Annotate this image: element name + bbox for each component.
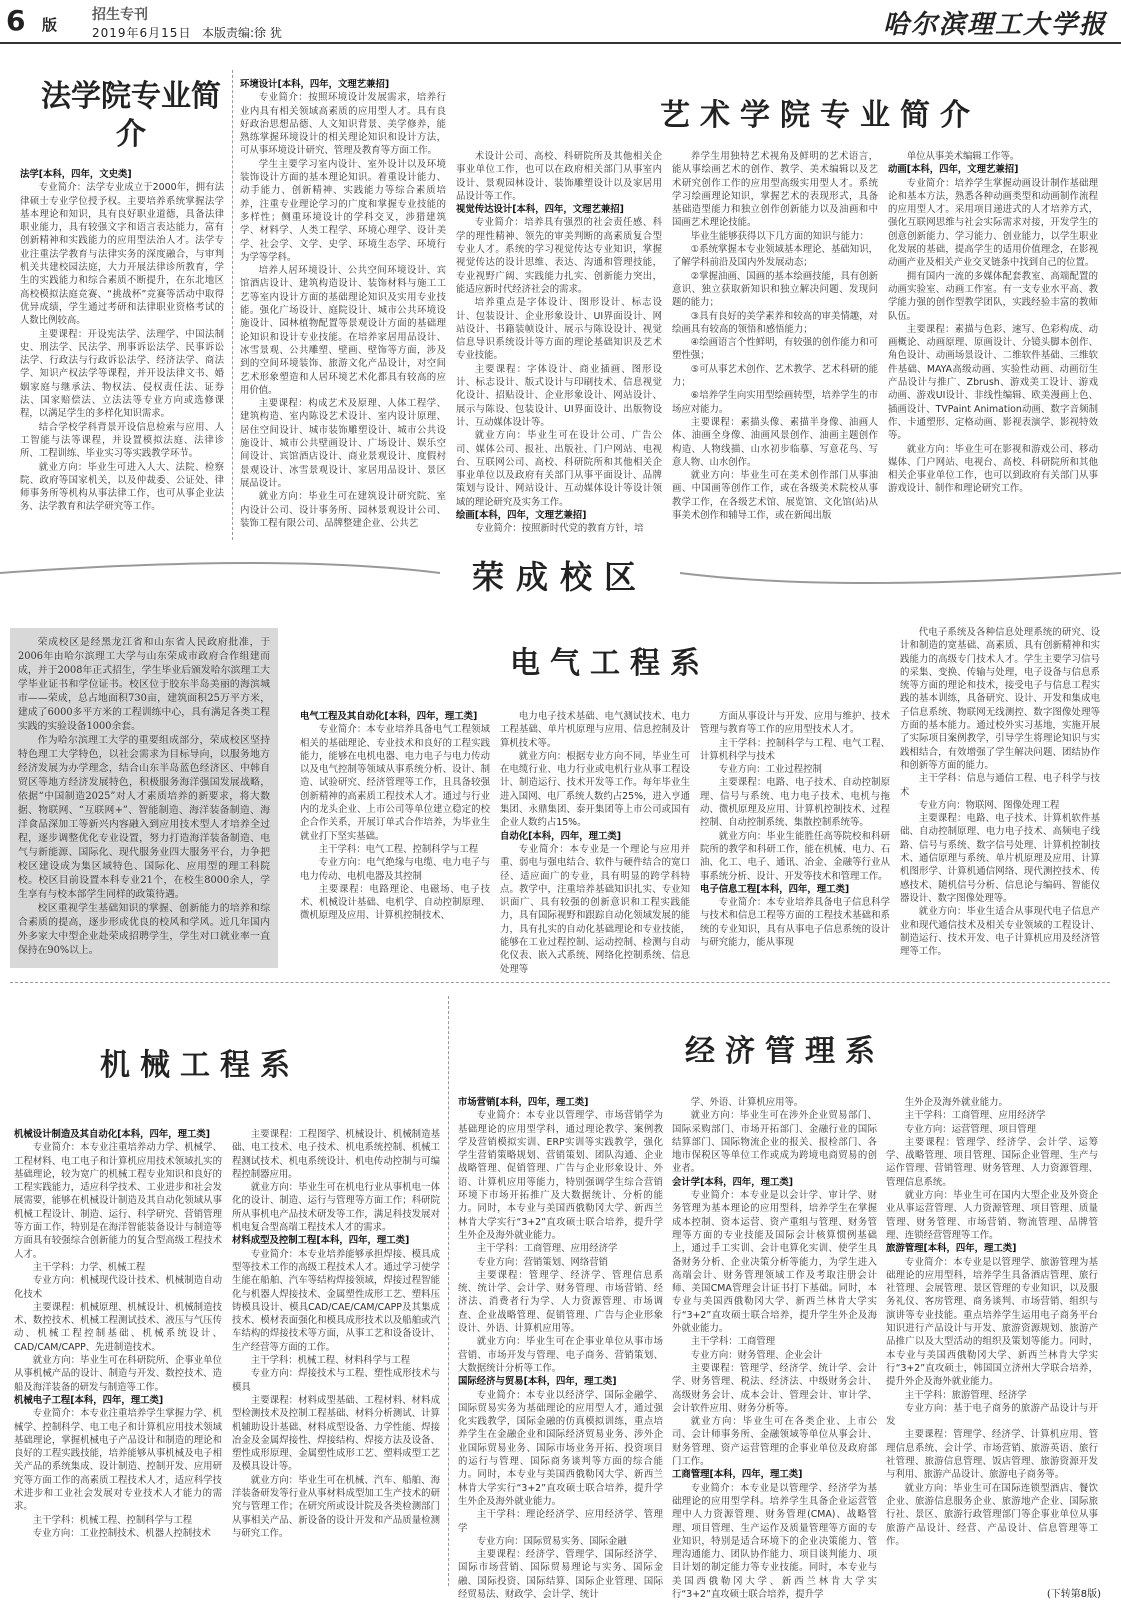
paragraph: 就业方向：毕业生可在企事业单位从事市场营销、市场开发与管理、电子商务、营销策划、大数据统计分析等工作。 bbox=[458, 1336, 663, 1374]
paragraph: 培养人居环境设计、公共空间环境设计、宾馆酒店设计、建筑构造设计、装饰材料与施工工艺等室内设计方面的基础理论知识及实用专业技能。强化广场设计、庭院设计、城市公共环境设施设计、园林植物配置等景观设计方面的基础理论知识和设计专业技能。在培养家居用品设计、冰雪景观、公共雕塑、壁画、壁饰等方面，涉及到的空间环境装饰、旅游文化产品设计，对空间艺术形象塑造和人居环境艺术化都具有较高的应用价值。 bbox=[240, 265, 446, 396]
paragraph: 主干学科：理论经济学、应用经济学、管理学 bbox=[458, 1509, 663, 1534]
law-body bbox=[20, 168, 224, 518]
paragraph: 就业方向：毕业生可在设计公司、广告公司、媒体公司、报社、出版社、门户网站、电视台、互联网公司、高校、科研院所和其他相关企事业单位以及政府有关部门从事平面设计、品牌策划与设计、网站设计、互动媒体设计等设计领域的理论研究及实务工作。 bbox=[456, 430, 662, 508]
art-col-4 bbox=[888, 150, 1098, 540]
paragraph: 动画[本科，四年，文理艺兼招] bbox=[888, 164, 1019, 176]
paragraph: 专业方向：工业控制技术、机器人控制技术 bbox=[32, 1527, 211, 1539]
paragraph: 专业简介：本专业是以管理学、旅游管理为基础理论的应用型科，培养学生具备酒店管理、旅行社管理、会展管理、景区管理的专业知识，以及服务礼仪、客房管理、商务谈判、市场营销、组织与演讲等专业技能。重点培养学生运用电子商务平台知识进行产品设计与开发、旅游资源规划、旅游产品推广以及大型活动的组织及策划等能力。同时，本专业与美国西俄勒冈大学、新西兰林肯大学实行“3+2”直攻硕士，韩国国立济州大学联合培养，提升外企及海外就业能力。 bbox=[886, 1256, 1098, 1388]
paragraph: 作为哈尔滨理工大学的重要组成部分，荣成校区坚持特色理工大学特色，以社会需求为目标导向，以服务地方经济发展为办学理念，结合山东半岛蓝色经济区、中韩自贸区等地方经济发展特色，积极服务海洋强国发展战略，依据“中国制造2025”对人才素质培养的新要求，将大数据、物联网、“互联网+”、智能制造、海洋装备制造、海洋食品深加工等新兴内容融入到应用技术型人才培养全过程，逐步调整优化专业设置，努力打造海洋装备制造、电气与新能源、国际化、现代服务业四大服务平台，力争把校区建设成为集区域特色、国际化、应用型的理工科院校。校区目前设置本科专业21个，在校生8000余人，学生享有与校本部学生同样的政策待遇。 bbox=[18, 735, 270, 900]
paragraph: 专业方向：运营管理、项目管理 bbox=[904, 1123, 1037, 1135]
paragraph: ④绘画语言个性鲜明，有较强的创作能力和可塑性强； bbox=[672, 337, 878, 362]
paragraph: 结合学校学科背景开设信息检索与应用、人工智能与法等课程，并设置模拟法庭、法律诊所、工程训练、毕业实习等实践教学环节。 bbox=[20, 421, 224, 460]
paragraph: 专业简介：本专业培养具备电气工程领域相关的基础理论、专业技术和良好的工程实践能力，能够在电机电器、电力电子与电力传动以及电气控制等领域从事系统分析、设计、制造、试验研究、经济管理等工作，且具备较强创新精神的高素质工程技术人才。通过与行业内的龙头企业、上市公司等单位建立稳定的校企合作关系，开展订单式合作培养，为毕业生就业打下坚实基础。 bbox=[300, 724, 490, 842]
paragraph: 视觉传达设计[本科，四年，文理艺兼招] bbox=[456, 204, 624, 216]
paragraph: 生外企及海外就业能力。 bbox=[904, 1097, 1008, 1108]
paragraph: 主要课程：管理学、经济学、统计学、会计学、财务管理、税法、经济法、中级财务会计、高级财务会计、成本会计、管理会计、审计学、会计软件应用、财务分析等。 bbox=[672, 1362, 877, 1414]
continue-note: (下转第8版) bbox=[1046, 1589, 1101, 1600]
mech-col-2 bbox=[232, 1128, 440, 1582]
paragraph: 就业方向：毕业生能胜任高等院校和科研院所的教学和科研工作，能在机械、电力、石油、化工、电子、通讯、冶金、金融等行业从事系统分析、设计、开发等技术和管理工作。 bbox=[700, 830, 890, 882]
paragraph: 主干学科：旅游管理、经济学 bbox=[904, 1389, 1027, 1401]
page-number: 6 bbox=[6, 4, 26, 37]
econ-col-2 bbox=[672, 1096, 877, 1600]
campus-intro bbox=[18, 636, 270, 962]
paragraph: 主干学科：工商管理 bbox=[690, 1336, 776, 1348]
paragraph: 就业方向：毕业生可在科研院所、企事业单位从事机械产品的设计、制造与开发、数控技术、造船及海洋装备的研发与制造等工作。 bbox=[14, 1355, 222, 1393]
paragraph: 专业简介：按照环境设计发展需求，培养行业内具有相关领域高素质的应用型人才。具有良好政治思想品德、人文知识背景、美学修养，能熟练掌握环境设计的相关理论知识和设计方法，可从事环境设计研究、管理及教育等方面工作。 bbox=[240, 92, 446, 157]
paragraph: 就业方向：毕业生可在影视和游戏公司、移动媒体、门户网站、电视台、高校、科研院所和其他相关企事业单位工作，也可以到政府有关部门从事游戏设计、制作和理论研究工作。 bbox=[888, 443, 1098, 495]
paragraph: 专业方向：工业过程控制 bbox=[718, 764, 822, 776]
paragraph: 国际经济与贸易[本科，四年，理工类] bbox=[458, 1376, 617, 1388]
paragraph: 就业方向：毕业生可在美术创作部门从事油画、中国画等创作工作，或在各级美术院校从事教学工作，在各级艺术馆、展览馆、文化馆(站)从事美术创作和辅导工作，或在新闻出版 bbox=[672, 470, 878, 522]
paragraph: 专业简介：本专业以管理学、市场营销学为基础理论的应用型学科，通过理论教学、案例教学及营销模拟实训、ERP实训等实践教学，强化学生营销策略规划、营销策划、团队沟通、企业战略管理、促销管理、广告与企业形象设计、外语、计算机应用等能力，特别强调学生综合营销环境下市场开拓推广及大数据统计、分析的能力。同时，本专业与美国西俄勒冈大学、新西兰林肯大学实行“3+2”直攻硕士联合培养，提升学生外企及海外就业能力。 bbox=[458, 1110, 663, 1241]
mech-col-1 bbox=[14, 1128, 222, 1582]
paragraph: 主要课程：机械原理、机械设计、机械制造技术、数控技术、机械工程测试技术、液压与气压传动、机械工程控制基础、机械系统设计、CAD/CAM/CAPP、先进制造技术。 bbox=[14, 1301, 222, 1353]
ee-title: 电气工程系 bbox=[510, 646, 710, 681]
divider bbox=[10, 982, 1110, 983]
paragraph: 主干学科：电气工程、控制科学与工程 bbox=[318, 843, 479, 855]
paragraph: 主要课程：工程图学、机械设计、机械制造基础、电工技术、电子技术、机电系统控制、机械工程测试技术、机电系统设计、机电传动控制与可编程控制器应用。 bbox=[232, 1129, 440, 1180]
paragraph: 专业简介：本专业培养能够承担焊接、模具成型等技术工作的高级工程技术人才。通过学习使学生能在船舶、汽车等结构焊接领域，焊接过程智能化与机器人焊接技术、金属塑性成形工艺、塑料压铸模具设计、模具CAD/CAE/CAM/CAPP及其集成技术、模材表面强化和模具成形技术以及船舶或汽车结构的焊接技术等方面，从事工艺和设备设计、生产经营等方面的工作。 bbox=[232, 1248, 440, 1353]
paragraph: 就业方向：毕业生可在各类企业、上市公司、会计师事务所、金融领域等单位从事会计、财务管理、资产运营管理的企事业单位及政府部门工作。 bbox=[672, 1416, 877, 1468]
paragraph: 代电子系统及各种信息处理系统的研究、设计和制造的宽基础、高素质、具有创新精神和实践能力的高级专门技术人才。学生主要学习信号的采集、变换、传输与处理，电子设备与信息系统等方面的理论和技术，接受电子与信息工程实践的基本训练，具备研究、设计、开发和集成电子信息系统、物联网无线测控、数字图像处理等方面的基本能力。通过校外实习基地，实施开展了实际项目案例教学，引导学生将理论知识与实践相结合，有效增强了学生解决问题、团结协作和创新等方面的能力。 bbox=[900, 627, 1100, 771]
paragraph: 培养重点是字体设计、图形设计、标志设计、包装设计、企业形象设计、UI界面设计、网站设计、书籍装帧设计、展示与陈设设计、视觉信息导识系统设计等方面的理论基础知识及艺术专业技能。 bbox=[456, 297, 662, 362]
paragraph: 会计学[本科，四年，理工类] bbox=[672, 1176, 794, 1188]
paragraph: 主干学科：机械工程、控制科学与工程 bbox=[32, 1514, 193, 1526]
paragraph: ②掌握油画、国画的基本绘画技能，具有创新意识、独立获取新知识和独立解决问题、发现问题的能力； bbox=[672, 270, 878, 309]
divider bbox=[448, 996, 449, 1586]
paragraph: 法学[本科，四年，文史类] bbox=[20, 169, 132, 180]
paragraph: 校区重视学生基础知识的掌握、创新能力的培养和综合素质的提高，逐步形成优良的校风和学风。近几年国内外多家大中型企业赴荣成招聘学生，学生对口就业率一直保持在90%以上。 bbox=[18, 903, 270, 956]
econ-col-1 bbox=[458, 1096, 663, 1600]
paragraph: 养学生用独特艺术视角及鲜明的艺术语言，能从事绘画艺术的创作、教学、美术编辑以及艺术研究创作工作的应用型高级实用型人才。系统学习绘画理论知识，掌握艺术的表现形式，具备基础造型能力和独立创作创新能力以及油画和中国画艺术理论技能。 bbox=[672, 151, 878, 229]
art-title: 艺术学院专业简介 bbox=[660, 98, 980, 133]
paragraph: 机械设计制造及其自动化[本科，四年，理工类] bbox=[14, 1129, 211, 1140]
paragraph: 专业方向：物联网、图像处理工程 bbox=[918, 799, 1060, 811]
editor-credit: 本版责编:徐 犹 bbox=[202, 26, 282, 40]
paragraph: 主要课程：素描头像、素描半身像、油画人体、油画全身像、油画风景创作、油画主题创作构造、人物线描、山水初步临摹、写意花鸟、写意人物、山水创作。 bbox=[672, 416, 878, 468]
paragraph: 就业方向：毕业生可在机械、汽车、船舶、海洋装备研发等行业从事材料成型加工生产技术的研究与管理工作；在研究所或设计院及各类检测部门从事相关产品、新设备的设计开发和产品质量检测与研究工作。 bbox=[232, 1474, 440, 1539]
paragraph: 主要课程：开设宪法学、法理学、中国法制史、刑法学、民法学、刑事诉讼法学、民事诉讼法学、行政法与行政诉讼法学、经济法学、商法学、知识产权法学等课程，并开设法律文书、婚姻家庭与继承法、物权法、侵权责任法、证券法、国家赔偿法、立法法等专业方向或选修课程，以满足学生的多样化知识需求。 bbox=[20, 328, 224, 420]
paragraph: 拥有国内一流的多媒体配套教室、高端配置的动画实验室、动画工作室。有一支专业水平高、教学能力强的创作型教学团队，实践经验丰富的教师队伍。 bbox=[888, 270, 1098, 322]
paragraph: 就业方向：毕业生可在涉外企业贸易部门、国际采购部门、市场开拓部门、金融行业的国际结算部门、国际物流企业的报关、报检部门、各地市保税区等单位工作或成为跨境电商贸易的创业者。 bbox=[672, 1110, 877, 1175]
paragraph: 主要课程：管理学、经济学、管理信息系统、统计学、会计学、财务管理、市场营销、经济法、消费者行为学、人力资源管理、市场调查、企业战略管理、促销管理、广告与企业形象设计、外语、计算机应用等。 bbox=[458, 1269, 663, 1335]
paragraph: 方面从事设计与开发、应用与维护、技术管理与教育等工作的应用型技术人才。 bbox=[700, 711, 890, 736]
art-col-1 bbox=[240, 78, 446, 538]
paragraph: 材料成型及控制工程[本科，四年，理工类] bbox=[232, 1235, 410, 1247]
paragraph: 主要课程：管理学、经济学、会计学、运筹学、战略管理、项目管理、国际企业管理、生产与运作管理、营销管理、财务管理、人力资源管理、管理信息系统。 bbox=[886, 1136, 1098, 1188]
paragraph: 主要课程：构成艺术及原理、人体工程学、建筑构造、室内陈设艺术设计、室内设计原理、居住空间设计、城市装饰雕塑设计、城市公共设施设计、城市公共壁画设计、广场设计、娱乐空间设计、宾馆酒店设计、商业景观设计、度假村景观设计、冰雪景观设计、家居用品设计、景区展品设计。 bbox=[240, 398, 446, 489]
paragraph: 自动化[本科，四年，理工类] bbox=[500, 830, 622, 842]
paragraph: 专业方向：基于电子商务的旅游产品设计与开发 bbox=[886, 1402, 1098, 1428]
paragraph: 单位从事美术编辑工作等。 bbox=[906, 151, 1020, 162]
paragraph: 主要课程：素描与色彩、速写、色彩构成、动画概论、动画原理、原画设计、分镜头脚本创作、角色设计、动画场景设计、二维软件基础、三维软件基础、MAYA高级动画、实验性动画、动画衍生产品设计与推广、Zbrush、游戏美工设计、游戏动画、游戏UI设计、非线性编辑、欧美漫画上色、插画设计、TVPaint Animation动画、数字音频制作、卡通塑形、定格动画、影视表演学、影视特效等。 bbox=[888, 323, 1098, 442]
paragraph: 就业方向：根据专业方向不同，毕业生可在电缆行业、电力行业或电机行业从事工程设计、制造运行、技术开发等工作。每年毕业生进入国网、电厂系统人数约占25%，进入亨通集团、永鼎集团、泰开集团等上市公司或国有企业人数约占15%。 bbox=[500, 750, 690, 829]
paragraph: 市场营销[本科，四年，理工类] bbox=[458, 1097, 589, 1108]
paragraph: ⑥培养学生向实用型绘画转型，培养学生的市场应对能力。 bbox=[672, 390, 878, 415]
paragraph: 电力电子技术基础、电气测试技术、电力工程基础、单片机原理与应用、信息控制及计算机技术等。 bbox=[500, 711, 690, 749]
ee-col-3 bbox=[700, 710, 890, 970]
mech-title: 机械工程系 bbox=[100, 1048, 300, 1083]
paragraph: 专业简介：本专业是以管理学、经济学为基础理论的应用型学科。培养学生具备企业运营管理中人力资源管理、财务管理(CMA)、战略管理、项目管理、生产运作及质量管理等方面的专业知识，特别是适合环境下的企业决策能力、管理沟通能力、团队协作能力、项目谈判能力、项目计划的制定能力等专业技能。同时，本专业与美国西俄勒冈大学、新西兰林肯大学实行“3+2”直攻硕士联合培养，提升学 bbox=[672, 1482, 877, 1600]
paragraph: 主干学科：工商管理、应用经济学 bbox=[904, 1110, 1046, 1122]
campus-banner-title: 荣成校区 bbox=[471, 558, 648, 596]
ee-col-1 bbox=[300, 710, 490, 970]
paragraph: 专业简介：本专业培养具备电子信息科学与技术和信息工程等方面的工程技术基础和系统的专业知识，具有从事电子信息系统的设计与研究能力，能从事现 bbox=[700, 897, 890, 949]
paragraph: 主要课程：字体设计、商业插画、图形设计、标志设计、版式设计与印刷技术、信息视觉化设计、招贴设计、企业形象设计、网站设计、展示与陈设、包装设计、UI界面设计、出版物设计、互动媒体设计等。 bbox=[456, 363, 662, 428]
paragraph: 荣成校区是经黑龙江省和山东省人民政府批准，于2006年由哈尔滨理工大学与山东荣成市政府合作组建而成，并于2008年正式招生，学生毕业后颁发哈尔滨理工大学毕业证书和学位证书。校区位于胶东半岛美丽的海滨城市——荣成，总占地面积730亩，建筑面积25万平方米，建成了6000多平方米的工程训练中心，具有满足各类工程实践的实验设备1000余套。 bbox=[18, 637, 270, 732]
paragraph: ⑤可从事艺术创作、艺术教学、艺术科研的能力； bbox=[672, 363, 878, 389]
paragraph: 工商管理[本科，四年，理工类] bbox=[672, 1469, 803, 1481]
paragraph: 就业方向：毕业生适合从事现代电子信息产业和现代通信技术及相关专业领域的工程设计、制造运行、技术开发、电子计算机应用及经济管理等工作。 bbox=[900, 906, 1100, 958]
paragraph: 主要课程：电路、电子技术、自动控制原理、信号与系统、电力电子技术、电机与拖动、微机原理及应用、计算机控制技术、过程控制、自动控制系统、集散控制系统等。 bbox=[700, 777, 890, 829]
paragraph: 专业简介：本专业注重培养学生掌握力学、机械学、控制科学、电工电子和计算机应用技术领域基础理论，掌握机械电子产品设计和制造的理论和良好的工程实践技能，培养能够从事机械及电子相关产品的系统集成、设计制造、控制开发、应用研究等方面工作的高素质工程技术人才，适应科学技术进步和工业社会发展对专业技术人才能力的需求。 bbox=[14, 1408, 222, 1513]
paragraph: 专业简介：培养具有强烈的社会责任感、科学的理性精神、领先的审美判断的高素质复合型专业人才。系统的学习视觉传达专业知识，掌握视觉传达的设计思维、表达、沟通和管理技能，专业视野广阔、实践能力扎实、创新能力突出，能适应新时代经济社会的需求。 bbox=[456, 217, 662, 295]
paragraph: 主干学科：信息与通信工程、电子科学与技术 bbox=[900, 773, 1100, 798]
art-col-3 bbox=[672, 150, 878, 540]
divider bbox=[232, 70, 233, 540]
paragraph: 就业方向：毕业生可在国内大型企业及外资企业从事运营管理、人力资源管理、项目管理、质量管理、财务管理、市场营销、物流管理、品牌管理、连锁经营管理等工作。 bbox=[886, 1190, 1098, 1241]
paragraph: 主干学科：工商管理、应用经济学 bbox=[476, 1243, 618, 1255]
page-unit: 版 bbox=[42, 16, 58, 34]
paragraph: 绘画[本科，四年，文理艺兼招] bbox=[456, 510, 587, 522]
paragraph: 专业方向：营销策划、网络营销 bbox=[476, 1256, 609, 1268]
paragraph: 电气工程及其自动化[本科，四年，理工类] bbox=[300, 711, 478, 722]
paragraph: 专业简介：本专业是以会计学、审计学、财务管理为基本理论的应用型科，培养学生在掌握成本控制、资本运营、资产重组与管理、财务管理等方面的专业技能及国际会计核算惯例基础上，通过手工实训、会计电算化实训、使学生具备财务分析、企业决策分析等能力，为学生进入高端会计、财务管理领域工作及考取注册会计师、美国CMA管理会计证书打下基础。同时，本专业与美国西俄勒冈大学、新西兰林肯大学实行“3+2”直攻硕士联合培养，提升学生外企及海外就业能力。 bbox=[672, 1190, 877, 1335]
paragraph: 专业简介：本专业注重培养动力学、机械学、工程材料、电工电子和计算机应用技术领域扎实的基础理论，较为宽广的机械工程专业知识和良好的工程实践能力，适应科学技术、工业进步和社会发展需要，能够在机械设计制造及其自动化领域从事机械工程设计、制造、运行、科学研究、营销管理等方面工作，特别是在海洋智能装备设计与制造等方面具有较强综合创新能力的复合型高级工程技术人才。 bbox=[14, 1142, 222, 1260]
paragraph: 主要课程：材料成型基础、工程材料、材料成型检测技术及控制工程基础、材料分析测试、计算机辅助设计基础、材料成型设备、力学性能、焊接冶金及金属焊接性、焊接结构、焊接方法及设备、塑性成形原理、金属塑性成形工艺、塑料成型工艺及模具设计等。 bbox=[232, 1394, 440, 1473]
paragraph: 机械电子工程[本科，四年，理工类] bbox=[14, 1394, 164, 1406]
paragraph: 专业简介：本专业是一个理论与应用并重、弱电与强电结合、软件与硬件结合的宽口径、适应面广的专业，具有明显的跨学科特点。教学中，注重培养基础知识扎实、专业知识面广、具有较强的创新意识和工程实践能力，具有国际视野和跟踪自动化领域发展的能力，具有扎实的自动化基础理论和专业技能，能够在工业过程控制、运动控制、检测与自动化仪表、嵌入式系统、网络化控制系统、信息处理等 bbox=[500, 843, 690, 975]
column-name: 招生专刊 bbox=[92, 7, 148, 23]
paragraph: 专业方向：财务管理、企业会计 bbox=[690, 1349, 823, 1361]
paragraph: 学生主要学习室内设计、室外设计以及环境装饰设计方面的基本理论知识。着重设计能力、动手能力、创新精神、实践能力等综合素质培养，注重专业理论学习的广度和掌握专业技能的多样性；侧重环境设计的学科交叉，涉猎建筑学、材料学、人类工程学、环境心理学、设计美学、社会学、文学、史学、环境生态学、环境行为学等学科。 bbox=[240, 158, 446, 263]
paragraph: 就业方向：毕业生可在国际连锁型酒店、餐饮企业、旅游信息服务企业、旅游地产企业、国际旅行社、景区、旅游行政管理部门等企事业单位从事旅游产品设计、经营、产品设计、信息管理等工作。 bbox=[886, 1482, 1098, 1547]
paragraph: 主干学科：控制科学与工程、电气工程、计算机科学与技术 bbox=[700, 737, 890, 762]
paragraph: 主干学科：机械工程、材料科学与工程 bbox=[250, 1355, 411, 1367]
paragraph: 毕业生能够获得以下几方面的知识与能力： bbox=[690, 230, 869, 242]
econ-col-3 bbox=[886, 1096, 1098, 1576]
paragraph: 术设计公司、高校、科研院所及其他相关企事业单位工作，也可以在政府相关部门从事室内设计、景观园林设计、装饰雕塑设计以及家居用品设计等工作。 bbox=[456, 151, 662, 202]
paragraph: 环境设计[本科，四年，文理艺兼招] bbox=[240, 79, 390, 90]
ee-col-4 bbox=[900, 626, 1100, 970]
paragraph: 主干学科：力学、机械工程 bbox=[32, 1261, 146, 1273]
paragraph: 旅游管理[本科，四年，理工类] bbox=[886, 1243, 1017, 1255]
art-col-2 bbox=[456, 150, 662, 540]
paragraph: 主要课程：电路、电子技术、计算机软件基础、自动控制原理、电力电子技术、高频电子线路、信号与系统、数字信号处理、计算机控制技术、通信原理与系统、单片机原理及应用、计算机图形学、计算机通信网络、现代测控技术、传感技术、随机信号分析、信息论与编码、智能仪器设计、数字图像处理等。 bbox=[900, 813, 1100, 904]
paragraph: 学、外语、计算机应用等。 bbox=[690, 1097, 804, 1108]
paragraph: 专业方向：焊接技术与工程、塑性成形技术与模具 bbox=[232, 1368, 440, 1393]
paragraph: 专业简介：培养学生掌握动画设计制作基础理论和基本方法，熟悉各种动画类型和动画制作流程的应用型人才。采用项目递进式的人才培养方式，强化互联网思维与社会实际需求对接，开发学生的创意创新能力、学习能力、创业能力，以学生职业化发展的基础，提高学生的适用价值理念，在影视动画产业及相关产业交叉链条中找到自己的位置。 bbox=[888, 177, 1098, 269]
paragraph: 就业方向：毕业生可在机电行业从事机电一体化的设计、制造、运行与管理等方面工作；科研院所从事机电产品技术研发等工作，满足科技发展对机电复合型高端工程技术人才的需求。 bbox=[232, 1182, 440, 1234]
paragraph: 专业简介：法学专业成立于2000年，拥有法律硕士专业学位授予权。主要培养系统掌握法学基本理论和知识，具有良好职业道德，具备法律职业能力，具有较强文字和语言表达能力，富有创新精神和实践能力的应用型法治人才。法学专业注重法学教育与法律实务的深度融合，与审判机关共建校园法庭，大力开展法律诊所教育，学生的实践能力和综合素质不断提升，在东北地区高校模拟法庭竞赛、“挑战杯”竞赛等活动中取得优异成绩，学生通过考研和法律职业资格考试的人数比例较高。 bbox=[20, 182, 224, 327]
paragraph: 专业方向：机械现代设计技术、机械制造自动化技术 bbox=[14, 1275, 222, 1300]
law-title: 法学院专业简介 bbox=[41, 79, 221, 152]
econ-title: 经济管理系 bbox=[685, 1034, 885, 1069]
paragraph: 主要课程：电路理论、电磁场、电子技术、机械设计基础、电机学、自动控制原理、微机原理及应用、计算机控制技术、 bbox=[300, 883, 490, 922]
paragraph: 就业方向：毕业生可在建筑设计研究院、室内设计公司、设计事务所、园林景观设计公司、装饰工程有限公司、品牌整建企业、公共艺 bbox=[240, 491, 446, 529]
paragraph: ③具有良好的美学素养和较高的审美情趣，对绘画具有较高的领悟和感悟能力； bbox=[672, 310, 878, 335]
paragraph: 专业简介：本专业以经济学、国际金融学、国际贸易实务为基础理论的应用型人才，通过强化实践教学，国际金融的仿真模拟训练，重点培养学生在金融企业和国际经济贸易业务、涉外企业国际贸易业务、国际市场业务开拓、投资项目的运行与管理、国际商务谈判等方面的综合能力。同时，本专业与美国西俄勒冈大学、新西兰林肯大学实行“3+2”直攻硕士联合培养，提升学生外企及海外就业能力。 bbox=[458, 1389, 663, 1507]
paragraph: 就业方向：毕业生可进入人大、法院、检察院、政府等国家机关，以及仲裁委、公证处、律师事务所等机构从事法律工作，也可从事企业法务、法学教育和法学研究等工作。 bbox=[20, 461, 224, 513]
ee-col-2 bbox=[500, 710, 690, 975]
paragraph: 主要课程：管理学、经济学、计算机应用、管理信息系统、会计学、市场营销、旅游英语、旅行社管理、旅游信息管理、饭店管理、旅游资源开发与利用、旅游产品设计、旅游电子商务等。 bbox=[886, 1429, 1098, 1481]
paragraph: ①系统掌握本专业领域基本理论、基础知识，了解学科前沿及国内外发展动态； bbox=[672, 244, 878, 269]
paragraph: 电子信息工程[本科，四年，理工类] bbox=[700, 883, 850, 895]
paragraph: 专业方向：电气绝缘与电缆、电力电子与电力传动、电机电器及其控制 bbox=[300, 857, 490, 882]
paragraph: 专业方向：国际贸易实务、国际金融 bbox=[476, 1535, 627, 1547]
issue-date: 2019年6月15日 bbox=[92, 26, 192, 40]
masthead: 哈尔滨理工大学报 bbox=[882, 10, 1107, 40]
paragraph: 主要课程：经济学、管理学、国际经济学、国际市场营销、国际贸易理论与实务、国际金融、国际投资、国际结算、国际企业管理、国际经贸易法、财政学、会计学、统计 bbox=[458, 1549, 663, 1600]
paragraph: 专业简介：按照新时代党的教育方针，培 bbox=[474, 523, 644, 535]
